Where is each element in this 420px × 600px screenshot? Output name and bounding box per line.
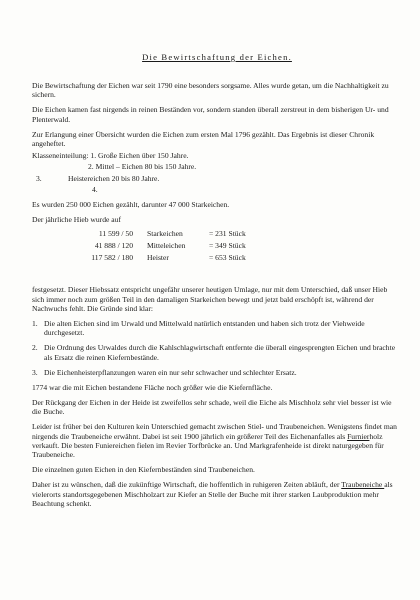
- paragraph-9-underlined: Furnier: [347, 431, 370, 441]
- paragraph-3: Zur Erlangung einer Übersicht wurden die Eichen zum ersten Mal 1796 gezählt. Das Ergebnis ist dieser Chronik angeheftet.: [32, 129, 375, 149]
- list-item: [32, 319, 398, 338]
- reasons-list: [32, 319, 398, 377]
- paragraph-8: Der Rückgang der Eichen in der Heide ist zweifellos sehr schade, weil die Eiche als Mischholz sehr viel besser ist wie die Buche.: [32, 397, 392, 417]
- hieb-value: = 349 Stück: [209, 241, 246, 250]
- class-row-1: [32, 150, 398, 162]
- class-4-number: 4.: [92, 185, 98, 195]
- paragraph-6: festgesetzt. Dieser Hiebssatz entspricht ungefähr unserer heutigen Umlage, nur mit dem Unterschied, daß unser Hieb sich immer noch zum größen Teil in den damaligen Starkeichen bewegt und jetzt bald erschöpft ist, während der Nachwuchs fehlt. Die Gründe sind klar:: [32, 285, 388, 313]
- hieb-label: Starkeichen: [147, 229, 183, 239]
- hieb-value: = 231 Stück: [209, 229, 246, 239]
- class-row-2: [32, 161, 398, 173]
- class-row-4: [32, 184, 398, 196]
- list-item-number: 2.: [32, 343, 38, 353]
- hieb-ratio: 41 888 / 120: [94, 241, 133, 250]
- class-2-text: 2. Mittel – Eichen 80 bis 150 Jahre.: [88, 162, 197, 172]
- hieb-ratio: 11 599 / 50: [98, 229, 133, 239]
- class-1-text: Klasseneinteilung: 1. Große Eichen über 150 Jahre.: [32, 150, 189, 160]
- hieb-row: [32, 240, 398, 252]
- list-item-number: 3.: [32, 367, 38, 377]
- document-title: Die Bewirtschaftung der Eichen.: [142, 52, 292, 62]
- hieb-ratio: 117 582 / 180: [91, 252, 133, 262]
- paragraph-11: [32, 480, 398, 508]
- hieb-label: Mitteleichen: [147, 241, 186, 250]
- paragraph-1: Die Bewirtschaftung der Eichen war seit 1790 eine besonders sorgsame. Alles wurde getan, um die Nachhaltigkeit zu sichern.: [32, 81, 389, 100]
- hieb-row: [32, 228, 398, 240]
- hieb-value: = 653 Stück: [209, 252, 246, 262]
- hieb-table: [32, 228, 398, 263]
- paragraph-11-text-b: als vielerorts standortsgegebenen Mischholzart zur Kiefer an Stelle der Buche mit ihrer starken Laubproduktion mehr Beachtung schenkt.: [32, 480, 393, 509]
- class-3-number: 3.: [36, 173, 42, 183]
- paragraph-9-text-b: holz verkauft. Die besten Funiereichen fielen im Revier Torfbrücke an. Und Markgrafenheide ist direkt naturgegeben für Traubeneiche.: [32, 431, 384, 460]
- class-3-text: Heistereichen 20 bis 80 Jahre.: [68, 173, 160, 183]
- list-item: [32, 343, 398, 362]
- class-row-3: [32, 173, 398, 185]
- paragraph-9: [32, 422, 398, 460]
- paragraph-11-text-a: Daher ist zu wünschen, daß die zukünftige Wirtschaft, die hoffentlich in ruhigeren Zeiten abläuft, der: [32, 480, 342, 490]
- paragraph-10: Die einzelnen guten Eichen in den Kiefernbeständen sind Traubeneichen.: [32, 465, 255, 475]
- class-list: [32, 150, 398, 196]
- hieb-row: [32, 252, 398, 264]
- list-item-number: 1.: [32, 319, 38, 328]
- list-item-text: Die alten Eichen sind im Urwald und Mittelwald natürlich entstanden und haben sich trotz der Viehweide durchgesetzt.: [44, 319, 365, 338]
- paragraph-11-underlined: Traubeneiche: [341, 480, 385, 490]
- paragraph-7: 1774 war die mit Eichen bestandene Fläche noch größer wie die Kiefernfläche.: [32, 382, 273, 392]
- paragraph-2: Die Eichen kamen fast nirgends in reinen Beständen vor, sondern standen überall zerstreut in dem bisherigen Ur- und Plenterwald.: [32, 105, 389, 124]
- hieb-label: Heister: [147, 252, 169, 262]
- list-item: [32, 368, 398, 377]
- paragraph-9-text-a: Leider ist früher bei den Kulturen kein Unterschied gemacht zwischen Stiel- und Traubeneichen. Wenigstens findet man nirgends die Traubeneiche erwähnt. Dabei ist seit 1900 jährlich ein größerer Teil des Eichenanfalles als: [32, 422, 397, 441]
- paragraph-5: Der jährliche Hieb wurde auf: [32, 215, 121, 224]
- list-item-text: Die Ordnung des Urwaldes durch die Kahlschlagwirtschaft entfernte die überall eingesprengten Eichen und brachte als Ersatz die reinen Kiefernbestände.: [44, 343, 396, 362]
- paragraph-4: Es wurden 250 000 Eichen gezählt, darunter 47 000 Starkeichen.: [32, 200, 230, 209]
- list-item-text: Die Eichenheisterpflanzungen waren ein nur sehr schwacher und schlechter Ersatz.: [44, 367, 297, 377]
